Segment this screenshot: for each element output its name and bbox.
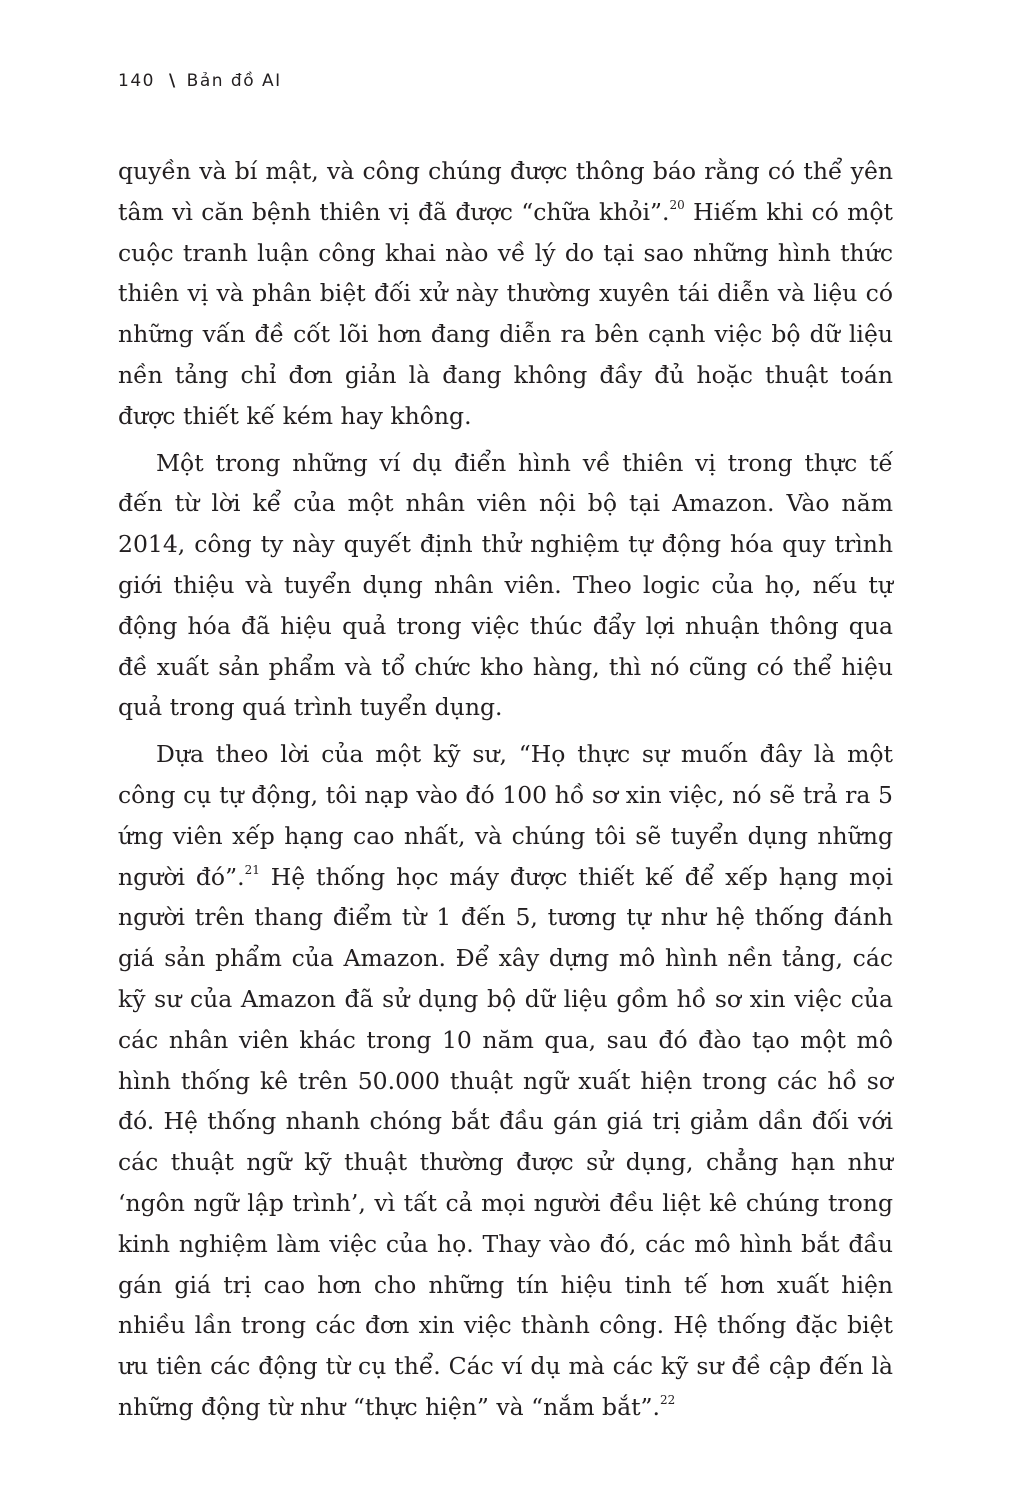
paragraph-2 — [118, 443, 893, 729]
paragraph-text: quyền và bí mật, và công chúng được thông báo rằng có thể yên tâm vì căn bệnh thiên vị đã được “chữa khỏi”. — [118, 157, 893, 226]
body-text — [118, 151, 893, 1428]
paragraph-text: Dựa theo lời của một kỹ sư, “Họ thực sự muốn đây là một công cụ tự động, tôi nạp vào đó 100 hồ sơ xin việc, nó sẽ trả ra 5 ứng viên xếp hạng cao nhất, và chúng tôi sẽ tuyển dụng những người đó”. — [118, 740, 893, 891]
paragraph-text: Hệ thống học máy được thiết kế để xếp hạng mọi người trên thang điểm từ 1 đến 5, tương tự như hệ thống đánh giá sản phẩm của Amazon. Để xây dựng mô hình nền tảng, các kỹ sư của Amazon đã sử dụng bộ dữ liệu gồm hồ sơ xin việc của các nhân viên khác trong 10 năm qua, sau đó đào tạo một mô hình thống kê trên 50.000 thuật ngữ xuất hiện trong các hồ sơ đó. Hệ thống nhanh chóng bắt đầu gán giá trị giảm dần đối với các thuật ngữ kỹ thuật thường được sử dụng, chẳng hạn như ‘ngôn ngữ lập trình’, vì tất cả mọi người đều liệt kê chúng trong kinh nghiệm làm việc của họ. Thay vào đó, các mô hình bắt đầu gán giá trị cao hơn cho những tín hiệu tinh tế hơn xuất hiện nhiều lần trong các đơn xin việc thành công. Hệ thống đặc biệt ưu tiên các động từ cụ thể. Các ví dụ mà các kỹ sư đề cập đến là những động từ như “thực hiện” và “nắm bắt”. — [118, 862, 893, 1421]
footnote-ref-22: 22 — [660, 1393, 676, 1408]
page-number: 140 — [118, 71, 155, 91]
running-header — [118, 71, 282, 91]
paragraph-text: Hiếm khi có một cuộc tranh luận công khai nào về lý do tại sao những hình thức thiên vị và phân biệt đối xử này thường xuyên tái diễn và liệu có những vấn đề cốt lõi hơn đang diễn ra bên cạnh việc bộ dữ liệu nền tảng chỉ đơn giản là đang không đầy đủ hoặc thuật toán được thiết kế kém hay không. — [118, 197, 893, 430]
paragraph-1 — [118, 151, 893, 437]
footnote-ref-20: 20 — [669, 197, 685, 212]
book-title: Bản đồ AI — [186, 71, 282, 91]
paragraph-text: Một trong những ví dụ điển hình về thiên vị trong thực tế đến từ lời kể của một nhân viên nội bộ tại Amazon. Vào năm 2014, công ty này quyết định thử nghiệm tự động hóa quy trình giới thiệu và tuyển dụng nhân viên. Theo logic của họ, nếu tự động hóa đã hiệu quả trong việc thúc đẩy lợi nhuận thông qua đề xuất sản phẩm và tổ chức kho hàng, thì nó cũng có thể hiệu quả trong quá trình tuyển dụng. — [118, 448, 893, 722]
header-separator: \ — [168, 71, 177, 91]
paragraph-3 — [118, 734, 893, 1428]
footnote-ref-21: 21 — [244, 862, 260, 877]
